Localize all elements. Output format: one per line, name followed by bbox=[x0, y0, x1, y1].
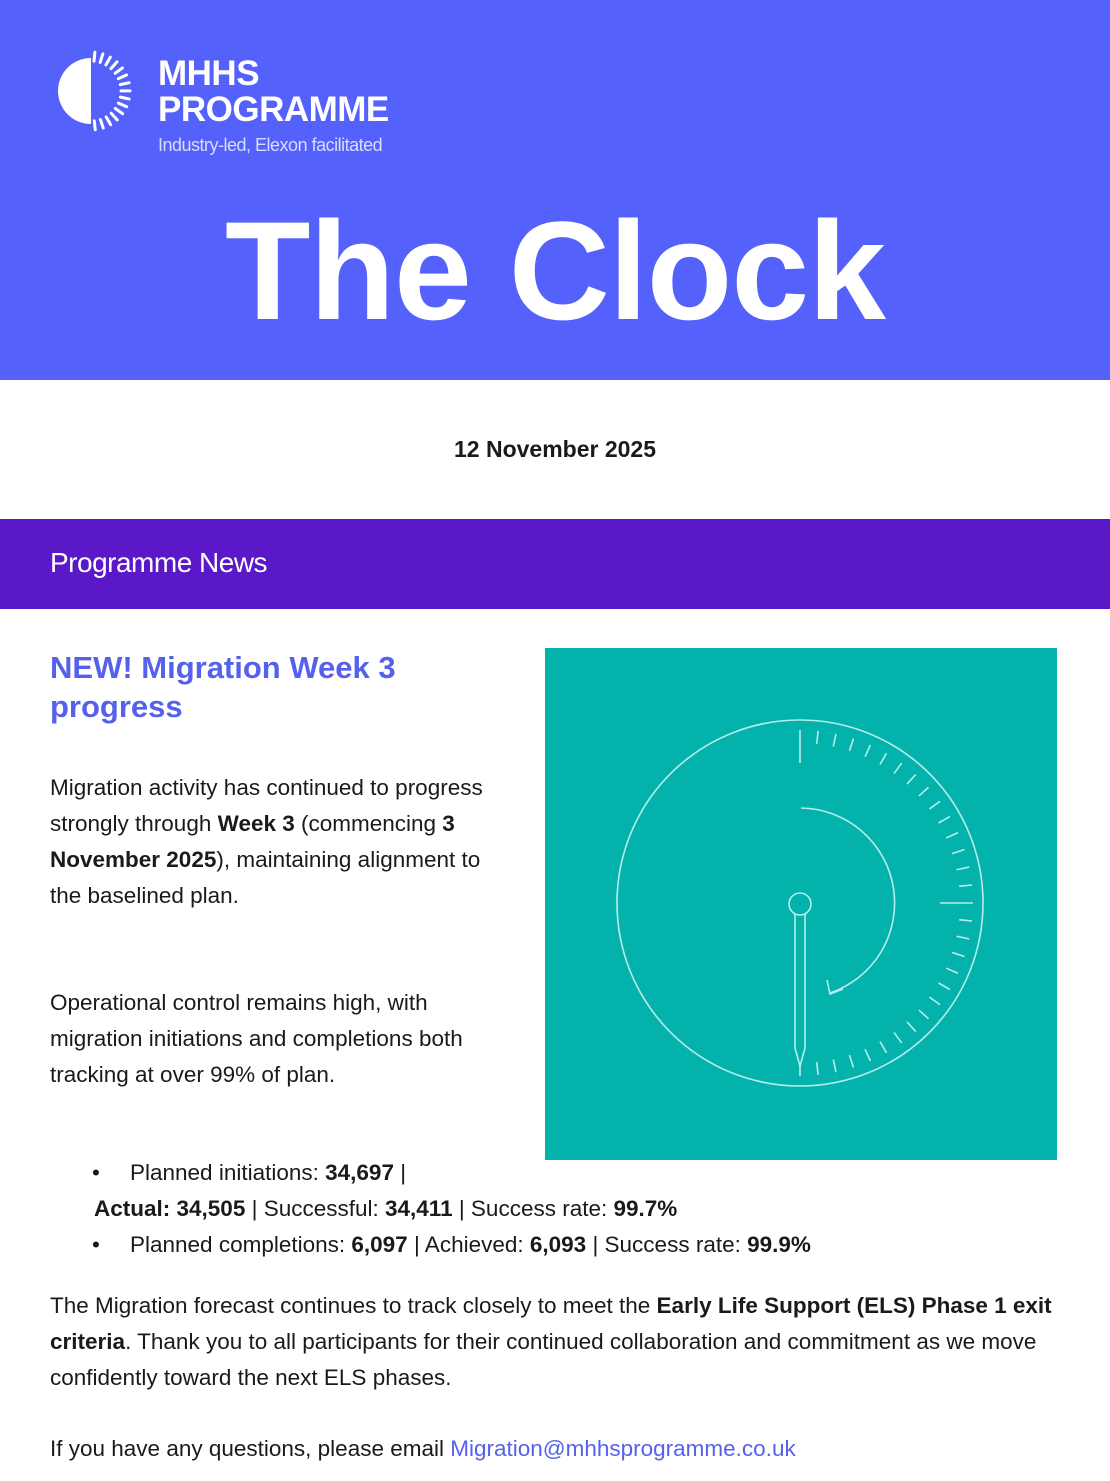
clock-tick bbox=[880, 1042, 887, 1053]
clock-tick bbox=[817, 1062, 818, 1075]
logo-ray bbox=[118, 75, 126, 79]
clock-illustration bbox=[545, 648, 1057, 1160]
article-paragraph: Migration activity has continued to progress strongly through Week 3 (commencing 3 November 2025), maintaining alignment to the baselined plan. bbox=[50, 775, 483, 908]
clock-tick bbox=[939, 817, 950, 824]
logo-ray bbox=[115, 68, 122, 73]
email-link[interactable]: Migration@mhhsprogramme.co.uk bbox=[450, 1436, 796, 1461]
article-paragraph: The Migration forecast continues to track closely to meet the Early Life Support (ELS) Phase 1 exit criteria. Thank you to all participants for their continued collaboration and commitment as we move confidently toward the next ELS phases. bbox=[50, 1293, 1052, 1390]
clock-tick bbox=[959, 885, 972, 886]
clock-tick bbox=[959, 920, 972, 921]
logo-ray bbox=[94, 52, 95, 61]
article-headline: NEW! Migration Week 3 progress bbox=[50, 650, 396, 724]
logo-ray bbox=[100, 54, 103, 63]
clock-icon bbox=[545, 648, 1057, 1160]
clock-tick bbox=[817, 731, 818, 744]
section-header bbox=[0, 519, 1110, 609]
logo-ray bbox=[106, 57, 110, 65]
clock-tick bbox=[919, 787, 929, 796]
logo-ray bbox=[111, 62, 117, 69]
clock-tick bbox=[952, 850, 964, 854]
clock-tick bbox=[880, 753, 887, 764]
brand-name-line2: PROGRAMME bbox=[158, 90, 389, 129]
logo-ray bbox=[120, 97, 129, 99]
logo-ray bbox=[94, 121, 95, 130]
logo-ray bbox=[111, 113, 117, 120]
newsletter-title: The Clock bbox=[224, 192, 886, 349]
stats-list bbox=[50, 1155, 1070, 1263]
clock-tick bbox=[865, 745, 870, 757]
tagline: Industry-led, Elexon facilitated bbox=[158, 135, 383, 155]
clock-tick bbox=[833, 1060, 836, 1073]
clock-tick bbox=[833, 734, 836, 747]
section-title: Programme News bbox=[50, 547, 268, 578]
clock-tick bbox=[929, 997, 940, 1005]
logo-ray bbox=[118, 103, 126, 107]
mhhs-logo-icon bbox=[48, 48, 134, 134]
clock-tick bbox=[929, 801, 940, 809]
article-paragraph: Operational control remains high, with migration initiations and completions both tracking at over 99% of plan. bbox=[50, 990, 463, 1087]
clock-tick bbox=[946, 833, 958, 838]
brand-name: MHHS bbox=[158, 54, 260, 93]
clock-tick bbox=[865, 1049, 870, 1061]
clock-tick bbox=[849, 1055, 853, 1067]
logo-ray bbox=[115, 109, 122, 114]
clock-tick bbox=[894, 763, 902, 774]
clock-tick bbox=[957, 936, 970, 939]
list-item: • Planned completions: 6,097 | Achieved: 6,093 | Success rate: 99.9% bbox=[92, 1232, 811, 1257]
clock-tick bbox=[957, 867, 970, 870]
logo-ray bbox=[120, 83, 129, 85]
clock-tick bbox=[946, 968, 958, 973]
logo-ray bbox=[106, 117, 111, 125]
logo-ray bbox=[100, 119, 103, 128]
contact-paragraph: If you have any questions, please email Migration@mhhsprogramme.co.uk bbox=[50, 1436, 796, 1461]
list-item: • Planned initiations: 34,697 | bbox=[92, 1160, 407, 1185]
clock-tick bbox=[952, 952, 964, 956]
list-item-continued: Actual: 34,505 | Successful: 34,411 | Success rate: 99.7% bbox=[94, 1196, 678, 1221]
clock-tick bbox=[907, 774, 916, 784]
clock-tick bbox=[907, 1022, 916, 1032]
issue-date: 12 November 2025 bbox=[453, 436, 656, 462]
clock-tick bbox=[894, 1032, 902, 1043]
clock-tick bbox=[849, 738, 853, 750]
header-banner bbox=[0, 0, 1110, 380]
clock-tick bbox=[939, 983, 950, 990]
clock-tick bbox=[919, 1010, 929, 1019]
